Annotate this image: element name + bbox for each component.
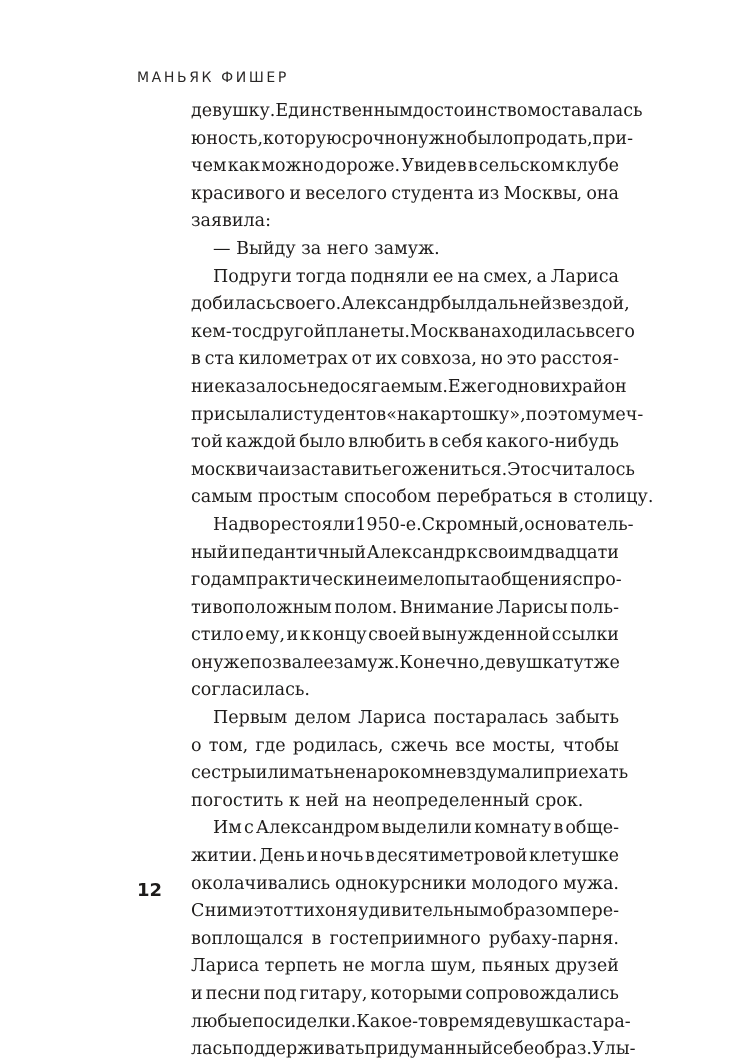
page-number: 12 [137, 880, 163, 901]
text-line: На дворе стояли 1950-е. Скромный, основатель- [213, 514, 634, 535]
text-line: Подруги тогда подняли ее на смех, а Лариса [213, 266, 619, 287]
text-line: лась поддерживать придуманный себе образ. Улы- [191, 1039, 636, 1060]
running-head-title: МАНЬЯК ФИШЕР [137, 70, 289, 86]
text-line: присылали студентов «на картошку», поэтому меч- [191, 404, 644, 425]
text-line: москвича и заставить его жениться. Это считалось [191, 459, 635, 480]
text-line: ный и педантичный Александр к своим двадцати [191, 542, 619, 563]
text-line: он уже позвал ее замуж. Конечно, девушка тут же [191, 652, 620, 673]
text-line: самым простым способом перебраться в столицу. [191, 487, 654, 508]
text-line: С ними этот тихоня удивительным образом пере- [191, 901, 619, 922]
text-line: околачивались однокурсники молодого мужа. [191, 873, 619, 894]
text-line: и песни под гитару, которыми сопровождались [191, 984, 619, 1004]
text-line: ние казалось недосягаемым. Ежегодно в их район [191, 376, 627, 397]
text-line: той каждой было влюбить в себя какого-нибудь [191, 432, 619, 453]
text-line: о том, где родилась, сжечь все мосты, чтобы [191, 735, 619, 756]
text-line: добилась своего. Александр был дальней звездой, [191, 294, 630, 315]
text-line: девушку. Единственным достоинством оставалась [191, 101, 643, 121]
text-line: погостить к ней на неопределенный срок. [191, 790, 584, 811]
text-line: юность, которую срочно нужно было продать, при- [191, 128, 633, 149]
text-line: тивоположным полом. Внимание Ларисы поль- [191, 597, 619, 618]
text-line: чем как можно дороже. Увидев в сельском клубе [191, 156, 619, 177]
text-line: кем-то с другой планеты. Москва находилась всего [191, 321, 635, 342]
text-line: житии. День и ночь в десятиметровой клетушке [191, 846, 619, 867]
text-line: стило ему, и к концу своей вынужденной ссылки [191, 625, 619, 646]
text-line: воплощался в гостеприимного рубаху-парня. [191, 928, 619, 949]
text-line: — Выйду за него замуж. [213, 238, 440, 259]
text-line: Лариса терпеть не могла шум, пьяных друзей [191, 956, 619, 977]
text-line: Им с Александром выделили комнату в обще- [213, 818, 619, 839]
text-line: любые посиделки. Какое-то время девушка стара- [191, 1011, 631, 1032]
text-line: годам практически не имел опыта общения с про- [191, 570, 622, 591]
text-line: сестры или мать ненароком не вздумали приехать [191, 763, 629, 784]
text-line: заявила: [191, 211, 271, 232]
text-line: Первым делом Лариса постаралась забыть [213, 708, 619, 729]
text-line: согласилась. [191, 680, 310, 701]
text-line: красивого и веселого студента из Москвы, она [191, 183, 619, 204]
text-line: в ста километрах от их совхоза, но это расстоя- [191, 349, 619, 370]
body-text [191, 98, 654, 1064]
